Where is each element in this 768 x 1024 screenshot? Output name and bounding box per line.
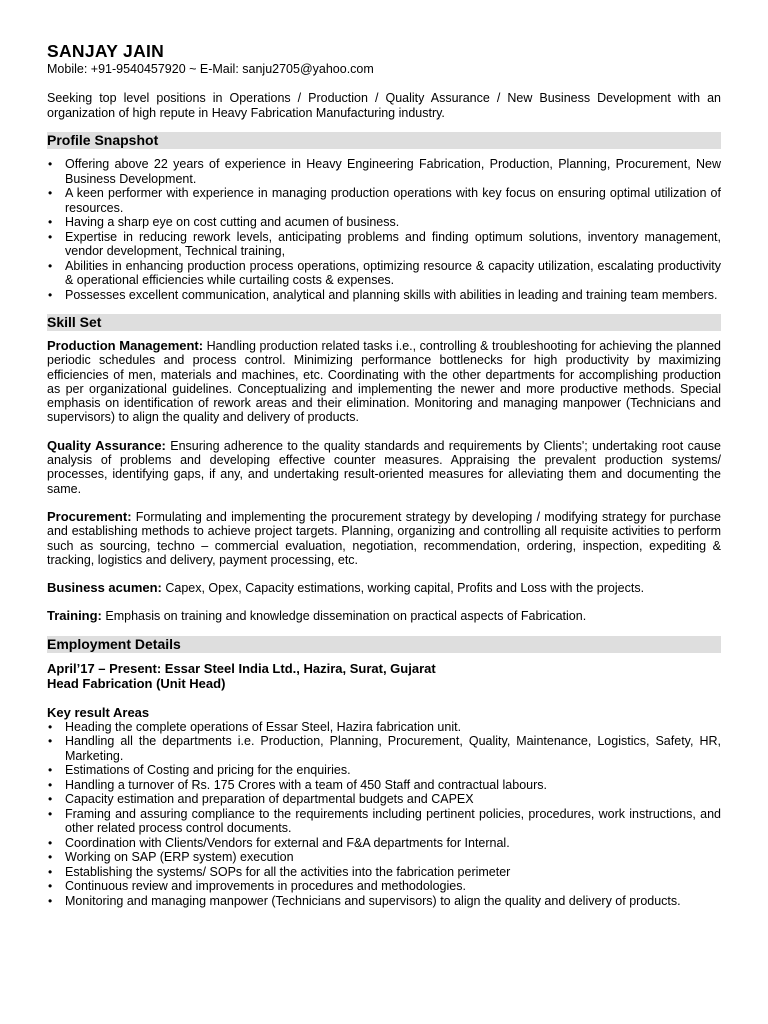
list-item: • Monitoring and managing manpower (Technicians and supervisors) to align the quality and delivery of products. (48, 893, 681, 908)
bullet-icon: • (48, 258, 53, 273)
list-item: • Heading the complete operations of Essar Steel, Hazira fabrication unit. (48, 719, 462, 734)
bullet-icon: • (48, 157, 53, 171)
skill-label: Procurement: (47, 508, 132, 524)
list-item: • A keen performer with experience in managing production operations with key focus on ensuring optimal utilization of resources. (48, 186, 721, 215)
bullet-icon: • (48, 835, 53, 850)
skill-label: Quality Assurance: (47, 437, 166, 453)
list-item: • Expertise in reducing rework levels, anticipating problems and finding optimum solutions, inventory management, vendor development, Technical training, (48, 229, 721, 258)
list-item: • Framing and assuring compliance to the requirements including pertinent policies, procedures, work instructions, and other related process control documents. (48, 806, 721, 836)
skill-text: Capex, Opex, Capacity estimations, working capital, Profits and Loss with the projects. (161, 581, 645, 596)
list-item: • Offering above 22 years of experience in Heavy Engineering Fabrication, Production, Planning, Procurement, New Business Development. (48, 157, 721, 186)
candidate-name: SANJAY JAIN (47, 41, 165, 61)
list-item: • Possesses excellent communication, analytical and planning skills with abilities in leading and training team members. (48, 287, 718, 302)
bullet-icon: • (48, 287, 53, 302)
section-header-skills: Skill Set (47, 314, 721, 331)
kra-list (47, 720, 721, 909)
skill-label: Production Management: (47, 338, 204, 353)
section-header-profile: Profile Snapshot (47, 132, 721, 149)
skill-business (47, 581, 721, 595)
skill-training (47, 609, 721, 623)
bullet-icon: • (48, 850, 53, 865)
list-item: • Handling all the departments i.e. Production, Planning, Procurement, Quality, Maintenance, Logistics, Safety, HR, Marketing. (48, 734, 721, 763)
objective-statement: Seeking top level positions in Operations / Production / Quality Assurance / New Business Development with an organization of high repute in Heavy Fabrication Manufacturing industry. (47, 91, 721, 120)
skill-procurement (47, 510, 721, 567)
section-header-employment: Employment Details (47, 636, 721, 653)
list-item: • Continuous review and improvements in procedures and methodologies. (48, 879, 466, 894)
bullet-icon: • (48, 864, 53, 879)
list-item: • Having a sharp eye on cost cutting and acumen of business. (48, 215, 400, 229)
list-item: • Abilities in enhancing production process operations, optimizing resource & capacity utilization, escalating productivity & operational efficiencies while curtailing costs & expenses. (48, 258, 721, 287)
skill-quality (47, 439, 721, 496)
skill-production (47, 339, 721, 425)
contact-line: Mobile: +91-9540457920 ~ E-Mail: sanju2705@yahoo.com (47, 62, 374, 76)
list-item: • Establishing the systems/ SOPs for all the activities into the fabrication perimeter (48, 864, 511, 879)
bullet-icon: • (48, 893, 53, 908)
list-item: • Capacity estimation and preparation of departmental budgets and CAPEX (48, 792, 474, 807)
bullet-icon: • (48, 186, 53, 200)
bullet-icon: • (48, 792, 53, 807)
bullet-icon: • (48, 763, 53, 778)
skill-text: Emphasis on training and knowledge dissemination on practical aspects of Fabrication. (101, 609, 587, 624)
list-item: • Handling a turnover of Rs. 175 Crores with a team of 450 Staff and contractual labours. (48, 777, 547, 792)
job-role: Head Fabrication (Unit Head) (47, 675, 226, 691)
list-item: • Estimations of Costing and pricing for the enquiries. (48, 763, 351, 778)
bullet-icon: • (48, 777, 53, 792)
skill-label: Business acumen: (47, 580, 162, 596)
job-line: April’17 – Present: Essar Steel India Ltd., Hazira, Surat, Gujarat (47, 660, 436, 676)
bullet-icon: • (48, 719, 53, 734)
skill-text: Formulating and implementing the procurement strategy by developing / modifying strategy for purchase and establishing methods to achieve project targets. Planning, organizing and controlling all requisite activities to perform such as sourcing, techno – commercial evaluation, negotiation, recommendation, ordering, inspection, expediting & tracking, logistics and delivery, payment processing, etc. (47, 509, 721, 567)
skill-text: Handling production related tasks i.e., controlling & troubleshooting for achieving the planned periodic schedules and process control. Minimizing performance bottlenecks for high productivity by maximizing efficiencies of men, materials and machines, etc. Coordinating with the other departments for accomplishing production as per organizational guidelines. Conceptualizing and implementing the newer and more productive methods. Special emphasis on identification of rework areas and their elimination. Monitoring and managing manpower (Technicians and supervisors) to align the quality and delivery of products. (47, 339, 721, 425)
list-item: • Working on SAP (ERP system) execution (48, 850, 294, 865)
bullet-icon: • (48, 734, 53, 749)
bullet-icon: • (48, 229, 53, 244)
skill-text: Ensuring adherence to the quality standards and requirements by Clients'; undertaking root cause analysis of problems and developing effective counter measures. Appraising the prevalent production systems/ processes, identifying gaps, if any, and undertaking result-oriented measures for alleviating them and documenting the same. (47, 438, 721, 496)
skill-label: Training: (47, 608, 102, 624)
bullet-icon: • (48, 215, 53, 229)
bullet-icon: • (48, 806, 53, 821)
profile-list (47, 157, 721, 302)
bullet-icon: • (48, 879, 53, 894)
kra-title: Key result Areas (47, 704, 150, 720)
list-item: • Coordination with Clients/Vendors for external and F&A departments for Internal. (48, 835, 510, 850)
